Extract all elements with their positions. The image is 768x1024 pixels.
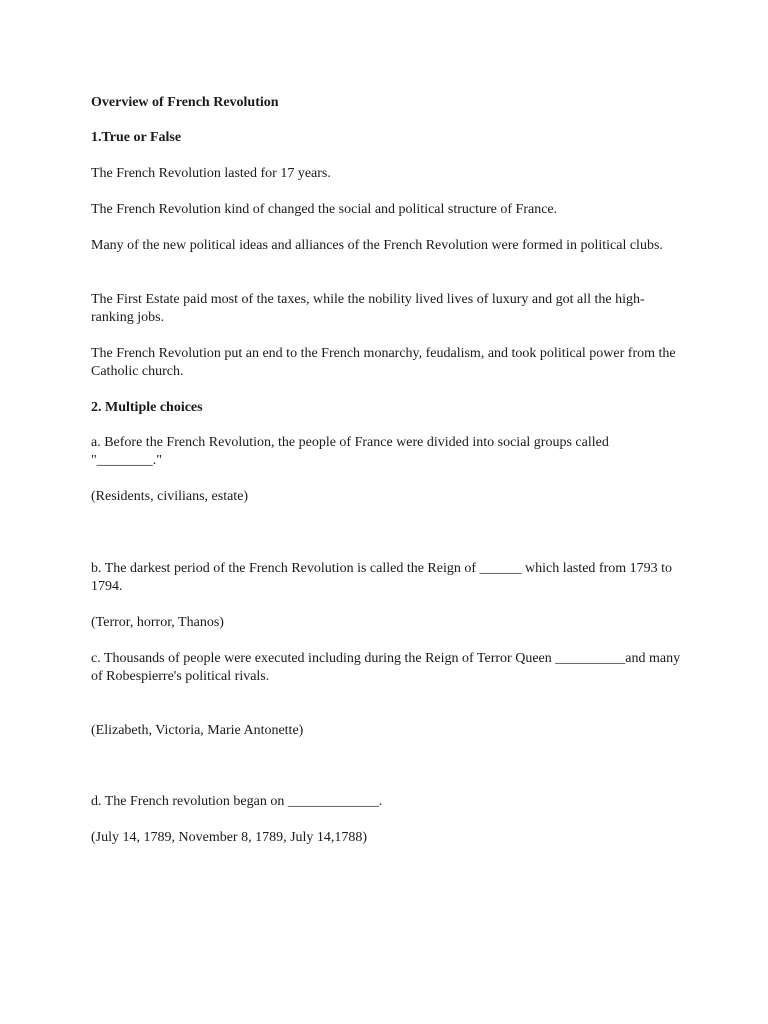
statement-3: Many of the new political ideas and alliances of the French Revolution were formed in political clubs. xyxy=(91,238,663,253)
statement-1: The French Revolution lasted for 17 years. xyxy=(91,166,331,181)
statement-2: The French Revolution kind of changed the social and political structure of France. xyxy=(91,202,558,217)
question-a-options: (Residents, civilians, estate) xyxy=(91,489,249,504)
section-heading-true-false: 1.True or False xyxy=(91,130,182,145)
document-title: Overview of French Revolution xyxy=(91,95,279,110)
section-heading-multiple-choice: 2. Multiple choices xyxy=(91,400,203,415)
question-b: b. The darkest period of the French Revolution is called the Reign of ______ which lasted from 1793 to 1794. xyxy=(91,561,673,594)
statement-5: The French Revolution put an end to the French monarchy, feudalism, and took political power from the Catholic church. xyxy=(91,346,676,379)
question-c: c. Thousands of people were executed including during the Reign of Terror Queen __________and many of Robespierre's political rivals. xyxy=(91,651,681,684)
question-c-options: (Elizabeth, Victoria, Marie Antonette) xyxy=(91,723,304,738)
statement-4: The First Estate paid most of the taxes, while the nobility lived lives of luxury and got all the high-ranking jobs. xyxy=(91,292,645,325)
question-a: a. Before the French Revolution, the people of France were divided into social groups called "________." xyxy=(91,435,609,468)
question-d: d. The French revolution began on _____________. xyxy=(91,794,383,809)
question-d-options: (July 14, 1789, November 8, 1789, July 14,1788) xyxy=(91,830,368,845)
question-b-options: (Terror, horror, Thanos) xyxy=(91,615,224,630)
